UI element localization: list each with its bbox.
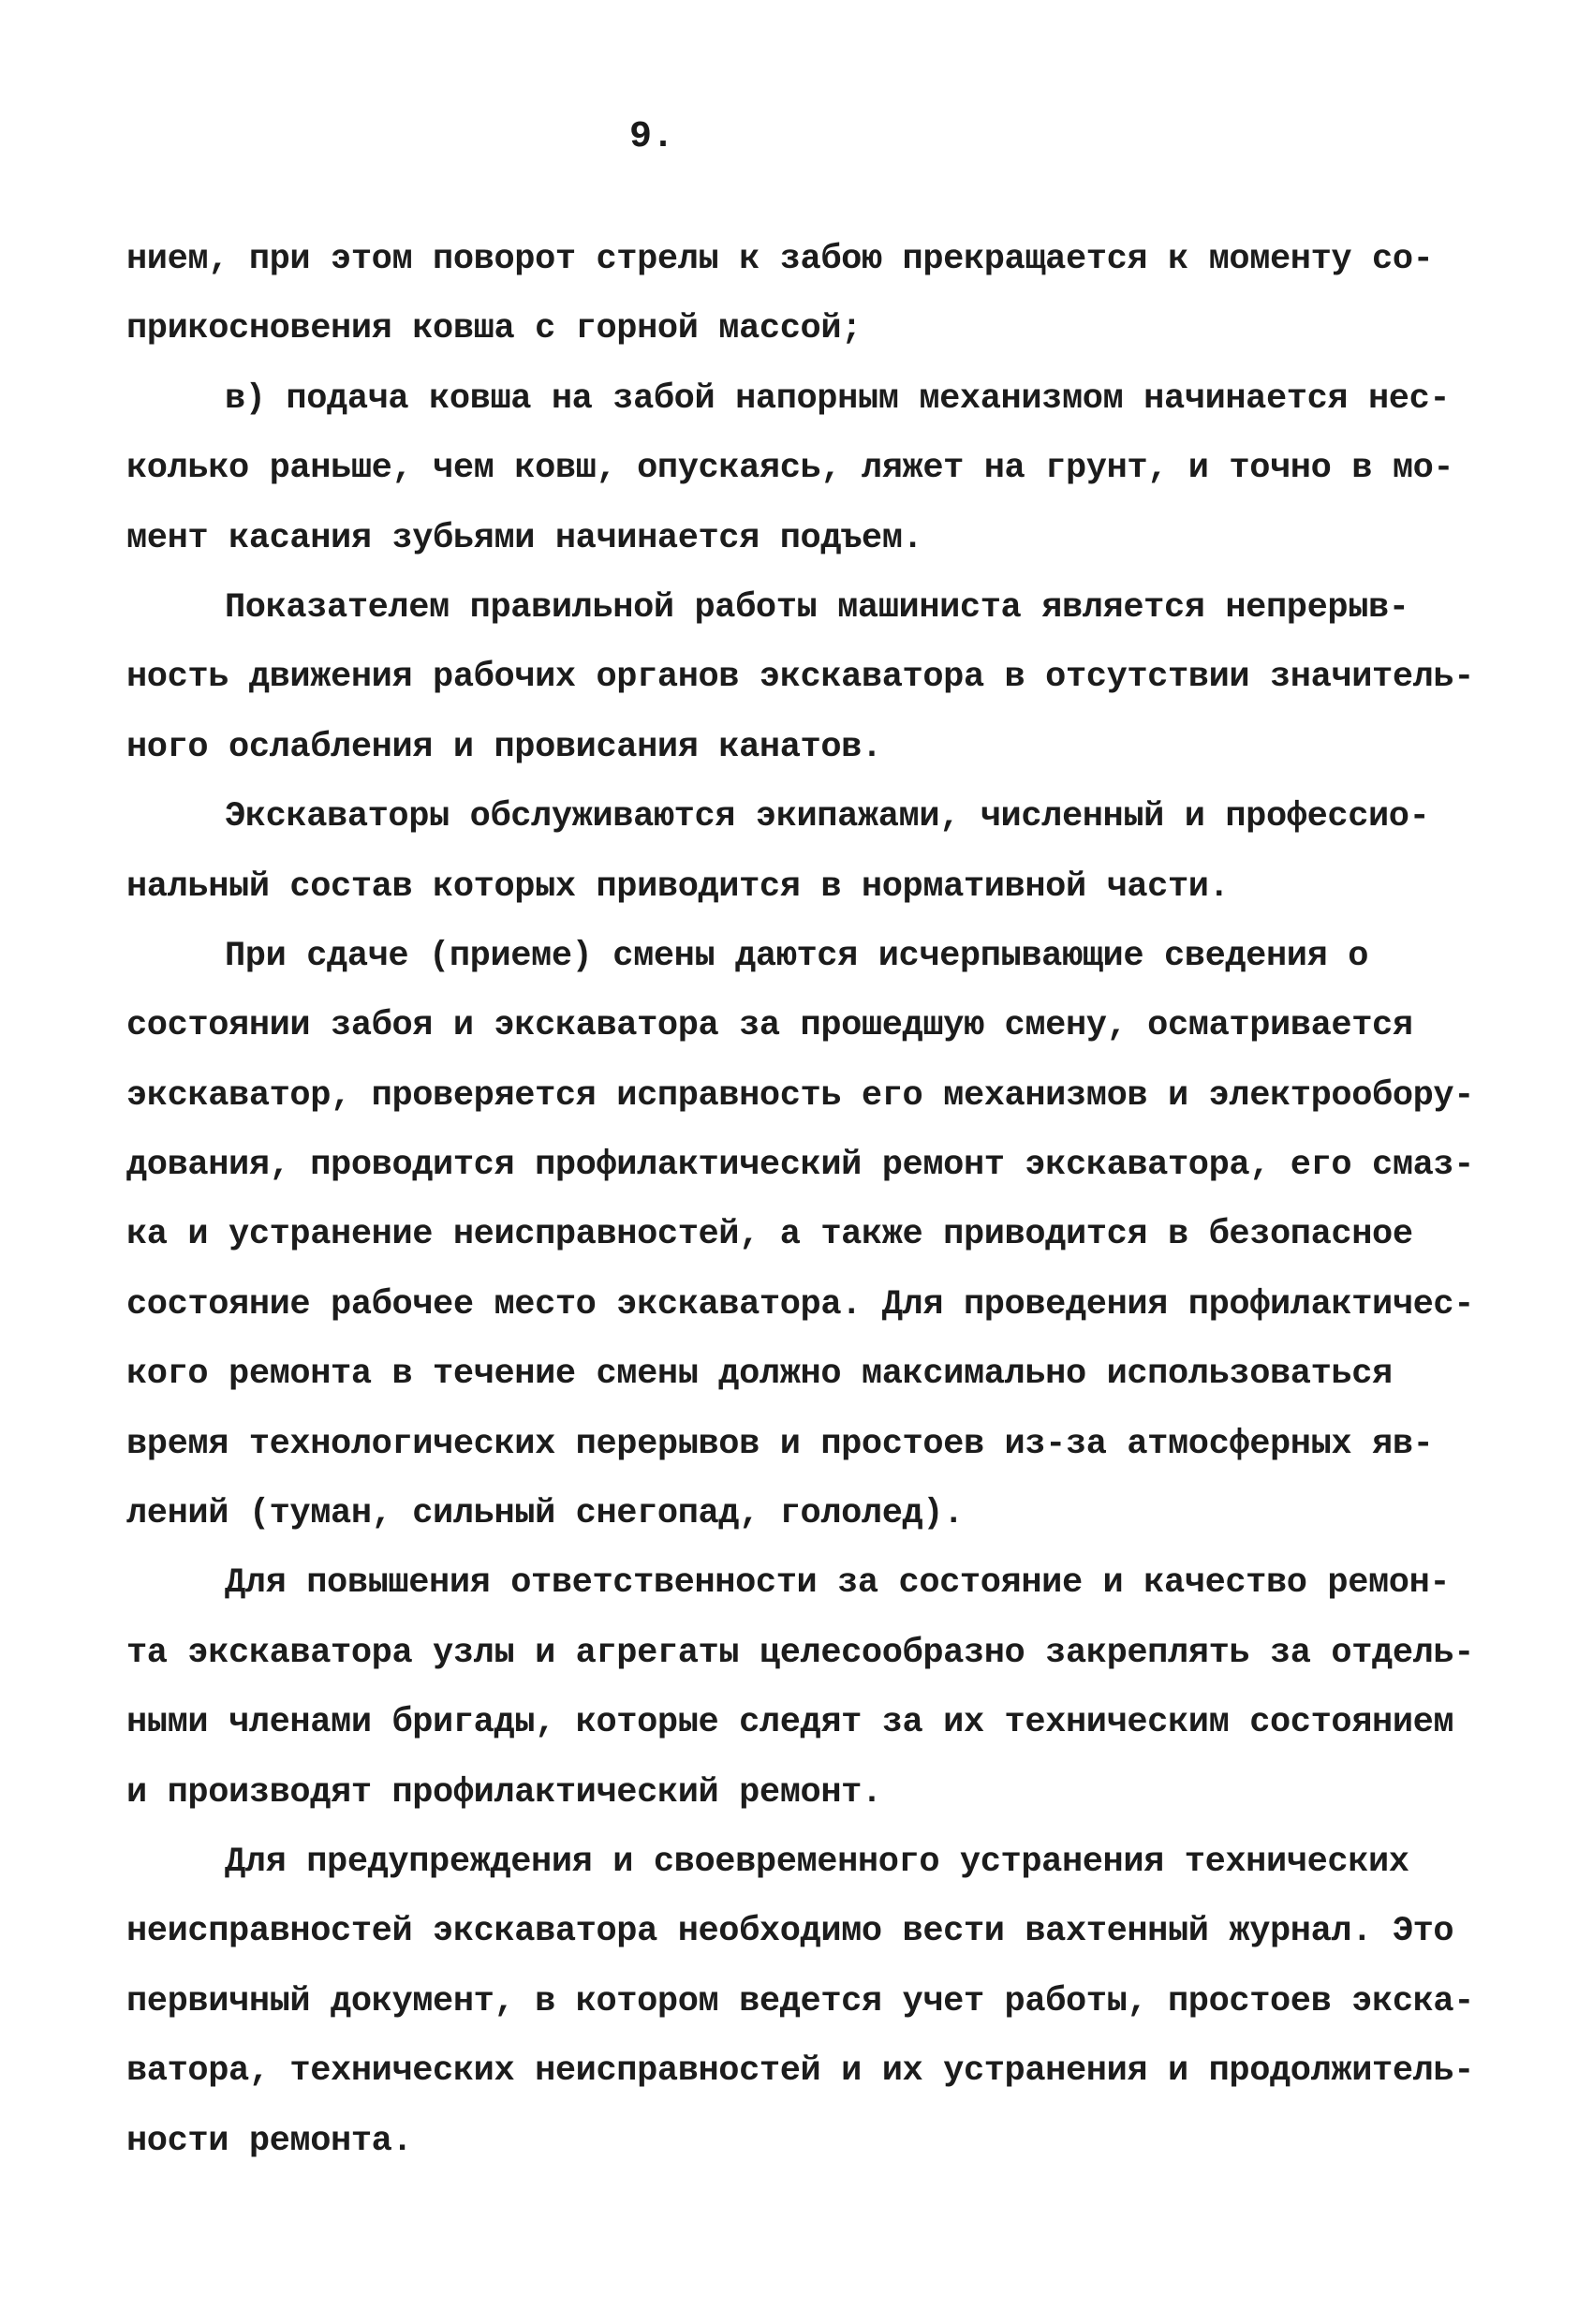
text-line: дования, проводится профилактический ремонт экскаватора, его смаз- [126,1146,1475,1186]
text-line: лений (туман, сильный снегопад, гололед). [126,1494,964,1534]
text-line: первичный документ, в котором ведется учет работы, простоев экска- [126,1981,1475,2021]
text-line: неисправностей экскаватора необходимо вести вахтенный журнал. Это [126,1912,1454,1952]
text-line: ватора, технических неисправностей и их устранения и продолжитель- [126,2051,1475,2092]
text-line: время технологических перерывов и простоев из-за атмосферных яв- [126,1424,1434,1464]
text-line: ность движения рабочих органов экскаватора в отсутствии значитель- [126,658,1475,698]
text-line: ного ослабления и провисания канатов. [126,727,882,767]
text-line: прикосновения ковша с горной массой; [126,309,862,349]
text-line: состоянии забоя и экскаватора за прошедшую смену, осматривается [126,1006,1413,1046]
text-line: Показателем правильной работы машиниста является непрерыв- [225,587,1409,628]
text-line: ности ремонта. [126,2121,413,2161]
text-line: в) подача ковша на забой напорным механизмом начинается нес- [225,378,1451,419]
text-line: и производят профилактический ремонт. [126,1772,882,1813]
text-line: нием, при этом поворот стрелы к забою прекращается к моменту со- [126,240,1434,279]
text-line: При сдаче (приеме) смены даются исчерпывающие сведения о [225,936,1369,976]
text-line: колько раньше, чем ковш, опускаясь, ляжет на грунт, и точно в мо- [126,449,1454,489]
text-line: та экскаватора узлы и агрегаты целесообразно закреплять за отдель- [126,1633,1475,1673]
text-line: нальный состав которых приводится в нормативной части. [126,866,1230,907]
page-number: 9. [629,116,675,158]
text-line: ными членами бригады, которые следят за их техническим состоянием [126,1703,1454,1743]
text-line: Для повышения ответственности за состояние и качество ремон- [225,1563,1451,1604]
text-line: состояние рабочее место экскаватора. Для проведения профилактичес- [126,1284,1475,1325]
text-line: Для предупреждения и своевременного устранения технических [225,1842,1409,1882]
body-text [126,225,1475,2176]
text-line: ка и устранение неисправностей, а также приводится в безопасное [126,1215,1413,1255]
text-line: экскаватор, проверяется исправность его механизмов и электрообору- [126,1075,1475,1116]
text-line: Экскаваторы обслуживаются экипажами, численный и профессио- [225,797,1430,837]
text-line: мент касания зубьями начинается подъем. [126,518,923,558]
text-line: кого ремонта в течение смены должно максимально использоваться [126,1354,1393,1395]
